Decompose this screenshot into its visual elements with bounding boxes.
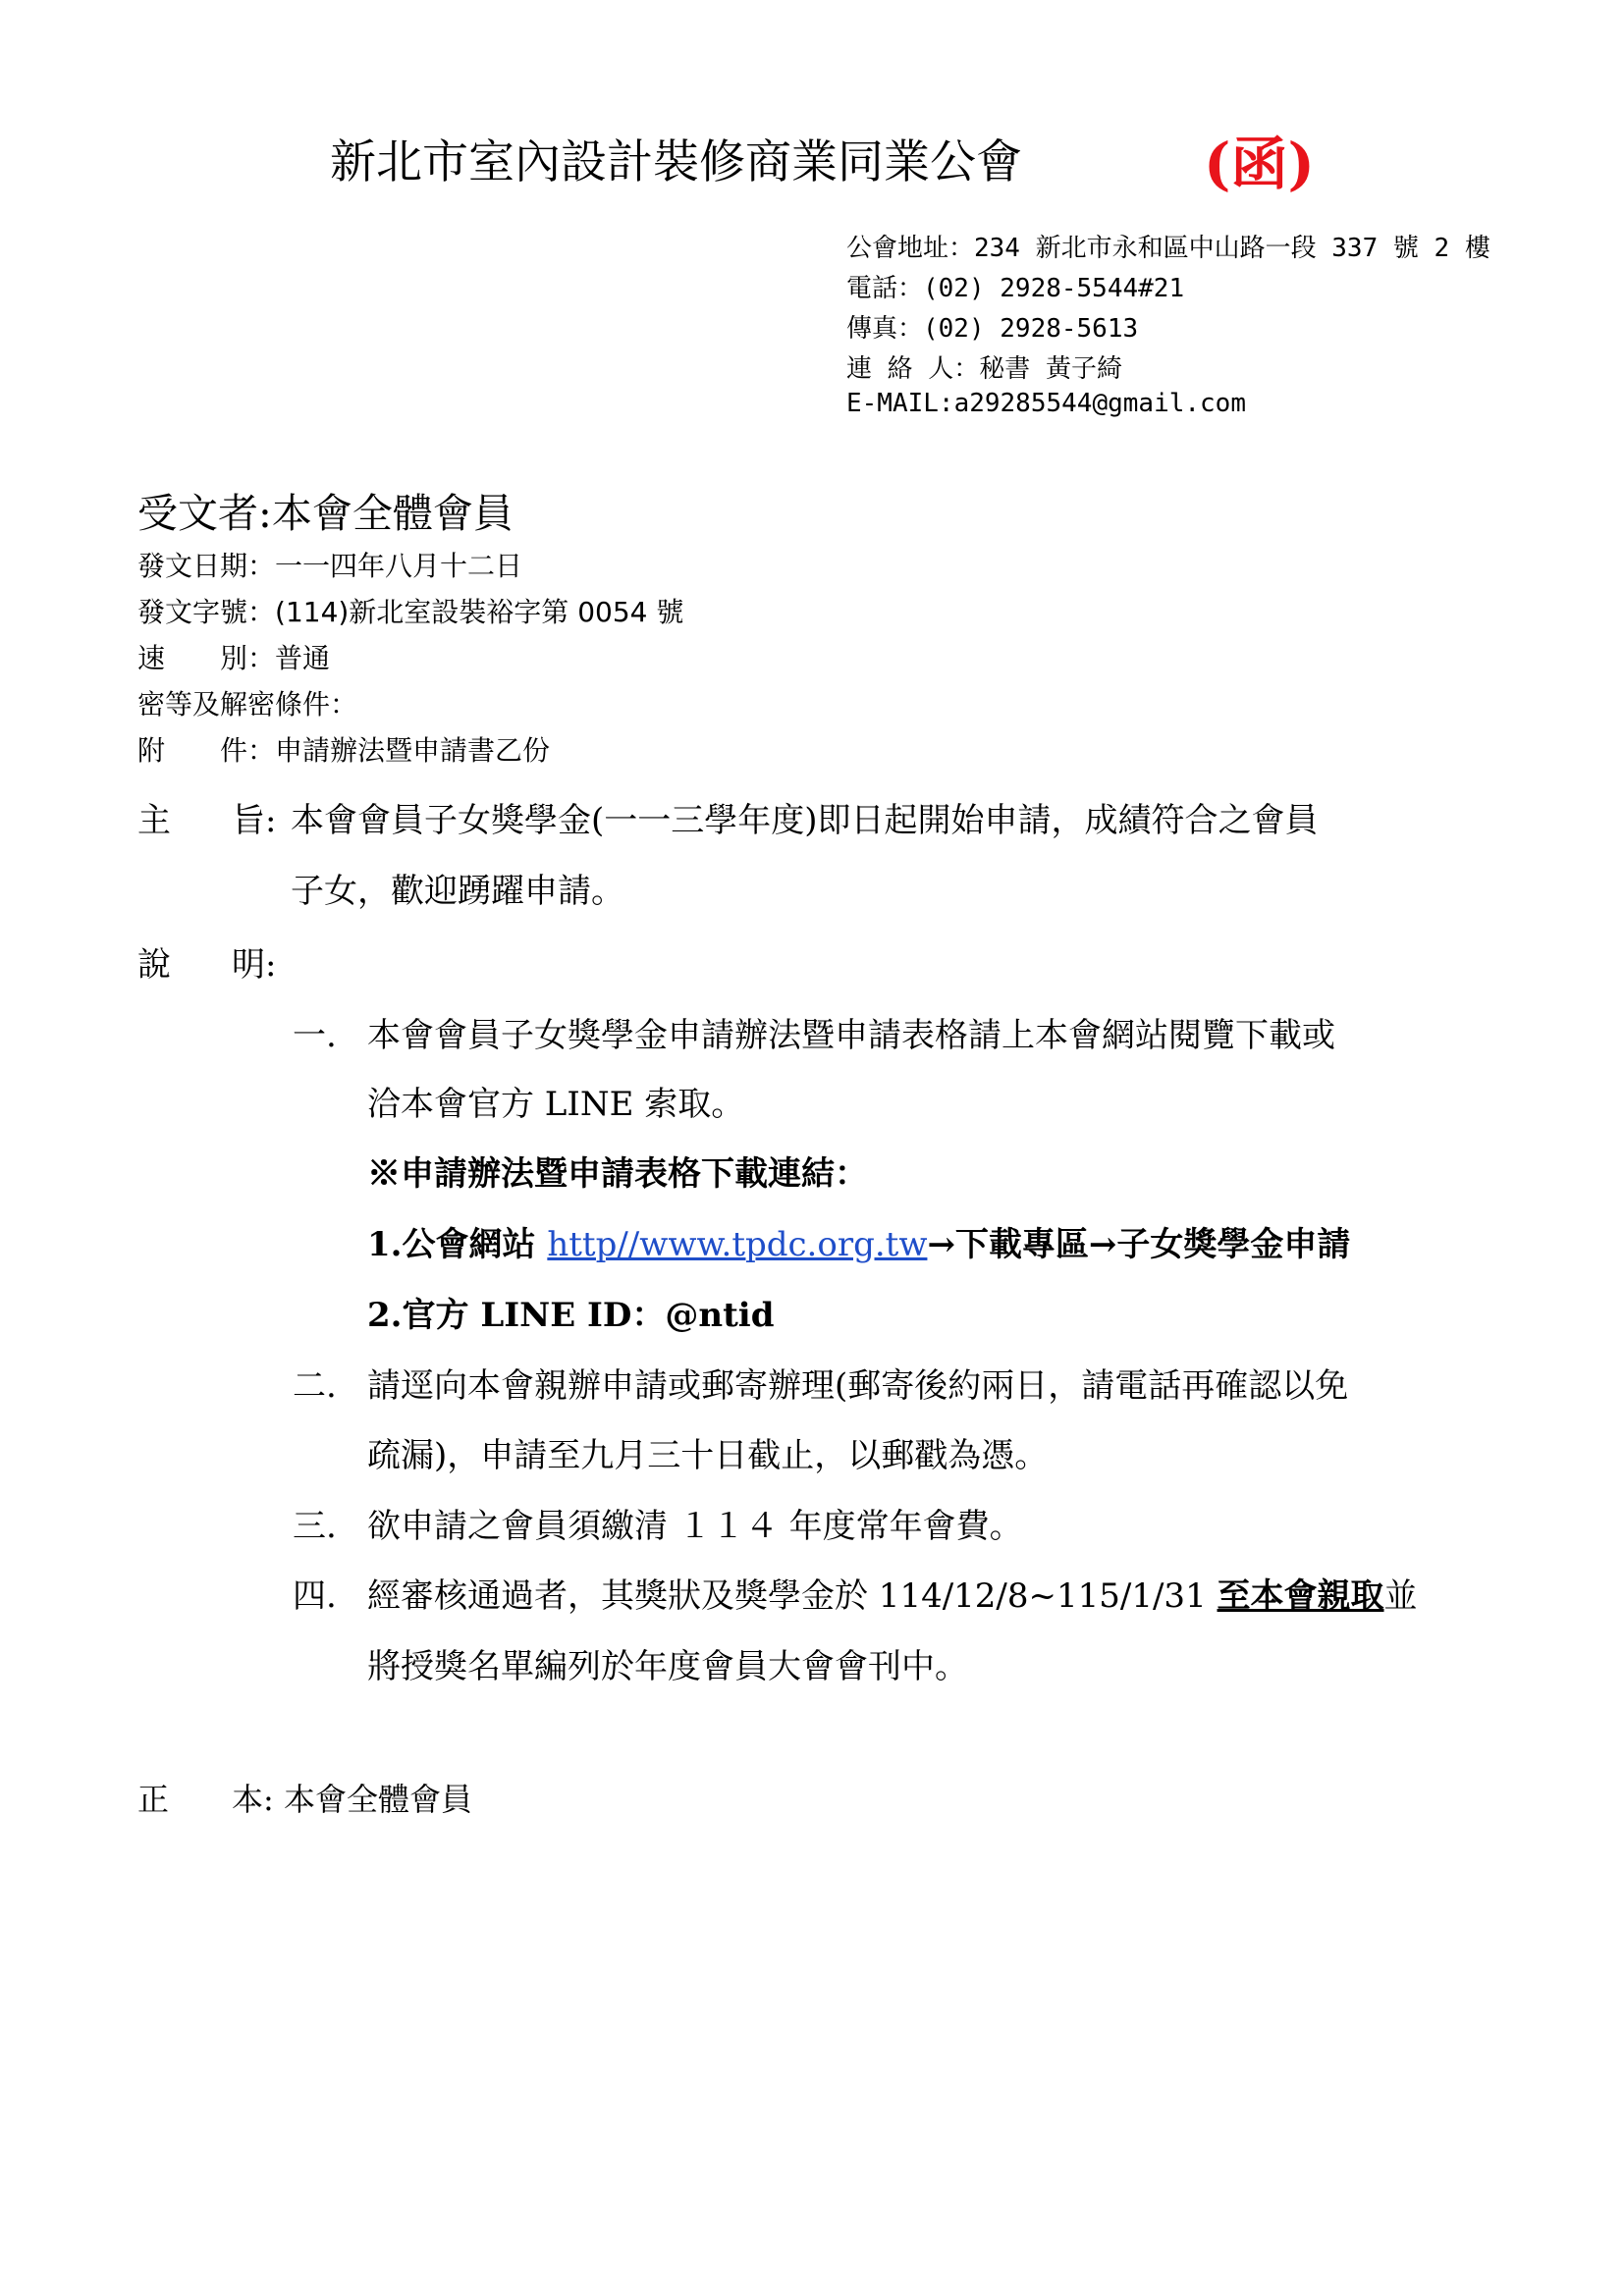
recipient-label: 受文者:: [137, 490, 272, 537]
distribution-label-a: 正: [137, 1781, 170, 1818]
document-type-mark: (函): [1204, 131, 1315, 197]
website-link[interactable]: http//www.tpdc.org.tw: [547, 1225, 928, 1264]
org-phone: 電話：(02) 2928-5544#21: [846, 274, 1185, 303]
item-1-line-1: 本會會員子女獎學金申請辦法暨申請表格請上本會網站閱覽下載或: [367, 1016, 1335, 1055]
secrecy-label: 密等及解密條件：: [137, 688, 358, 721]
download-heading: ※申請辦法暨申請表格下載連結：: [367, 1154, 868, 1194]
item-4-pickup-emphasis: 至本會親取: [1217, 1576, 1384, 1616]
item-4-line-2: 將授獎名單編列於年度會員大會會刊中。: [367, 1647, 968, 1686]
item-4-text-a: 經審核通過者，其獎狀及獎學金於 114/12/8~115/1/31: [367, 1576, 1218, 1616]
org-address: 公會地址：234 新北市永和區中山路一段 337 號 2 樓: [846, 234, 1490, 263]
speed-value: 普通: [275, 642, 331, 674]
secrecy-conditions: [137, 683, 357, 722]
org-contact-person: 連 絡 人：秘書 黃子綺: [846, 354, 1122, 384]
item-2-line-2: 疏漏)，申請至九月三十日截止，以郵戳為憑。: [367, 1436, 1049, 1475]
website-label: 1.公會網站: [367, 1225, 548, 1264]
org-email: E-MAIL:a29285544@gmail.com: [846, 389, 1246, 418]
item-4-line-1: [367, 1569, 1418, 1617]
subject-line-1: 本會會員子女獎學金(一一三學年度)即日起開始申請，成績符合之會員: [291, 801, 1319, 840]
distribution-label-b: 本:: [232, 1781, 274, 1818]
subject-label-a: 主: [137, 801, 171, 840]
website-path: →下載專區→子女獎學金申請: [927, 1225, 1351, 1264]
recipient-value: 本會全體會員: [271, 490, 514, 537]
speed-label-a: 速: [137, 642, 166, 674]
distribution-value: 本會全體會員: [283, 1781, 472, 1818]
download-link-line-1: [367, 1217, 1350, 1265]
explanation-label-b: 明:: [232, 945, 277, 985]
issue-number-value: (114)新北室設裝裕字第 0054 號: [275, 596, 684, 628]
issue-number: [137, 591, 683, 630]
recipient-line: [137, 481, 514, 539]
item-2-line-1: 請逕向本會親辦申請或郵寄辦理(郵寄後約兩日，請電話再確認以免: [367, 1366, 1349, 1406]
attachment: [137, 729, 550, 769]
item-1-number: 一.: [293, 1016, 337, 1055]
attachment-label-b: 件：: [220, 734, 276, 767]
issue-date-label: 發文日期：: [137, 550, 276, 582]
item-4-text-b: 並: [1383, 1576, 1418, 1616]
item-4-number: 四.: [293, 1576, 337, 1616]
issue-number-label: 發文字號：: [137, 596, 276, 628]
item-1-line-2: 洽本會官方 LINE 索取。: [367, 1085, 745, 1124]
attachment-label-a: 附: [137, 734, 166, 767]
subject-label: [137, 793, 276, 841]
item-3-number: 三.: [293, 1507, 337, 1546]
subject-line-2: 子女，歡迎踴躍申請。: [291, 872, 624, 911]
speed-label-b: 別：: [220, 642, 276, 674]
item-3-line-1: 欲申請之會員須繳清 １１４ 年度常年會費。: [367, 1507, 1023, 1546]
explanation-label: [137, 937, 276, 986]
organization-title: 新北市室內設計裝修商業同業公會: [330, 135, 1022, 189]
explanation-label-a: 說: [137, 945, 171, 985]
subject-label-b: 旨:: [232, 801, 277, 840]
attachment-value: 申請辦法暨申請書乙份: [275, 734, 551, 767]
issue-date: [137, 545, 522, 584]
speed-class: [137, 637, 330, 676]
line-id: 2.官方 LINE ID：@ntid: [367, 1296, 775, 1335]
item-2-number: 二.: [293, 1366, 337, 1406]
issue-date-value: 一一四年八月十二日: [275, 550, 523, 582]
org-fax: 傳真：(02) 2928-5613: [846, 314, 1139, 344]
distribution-line: [137, 1775, 472, 1820]
